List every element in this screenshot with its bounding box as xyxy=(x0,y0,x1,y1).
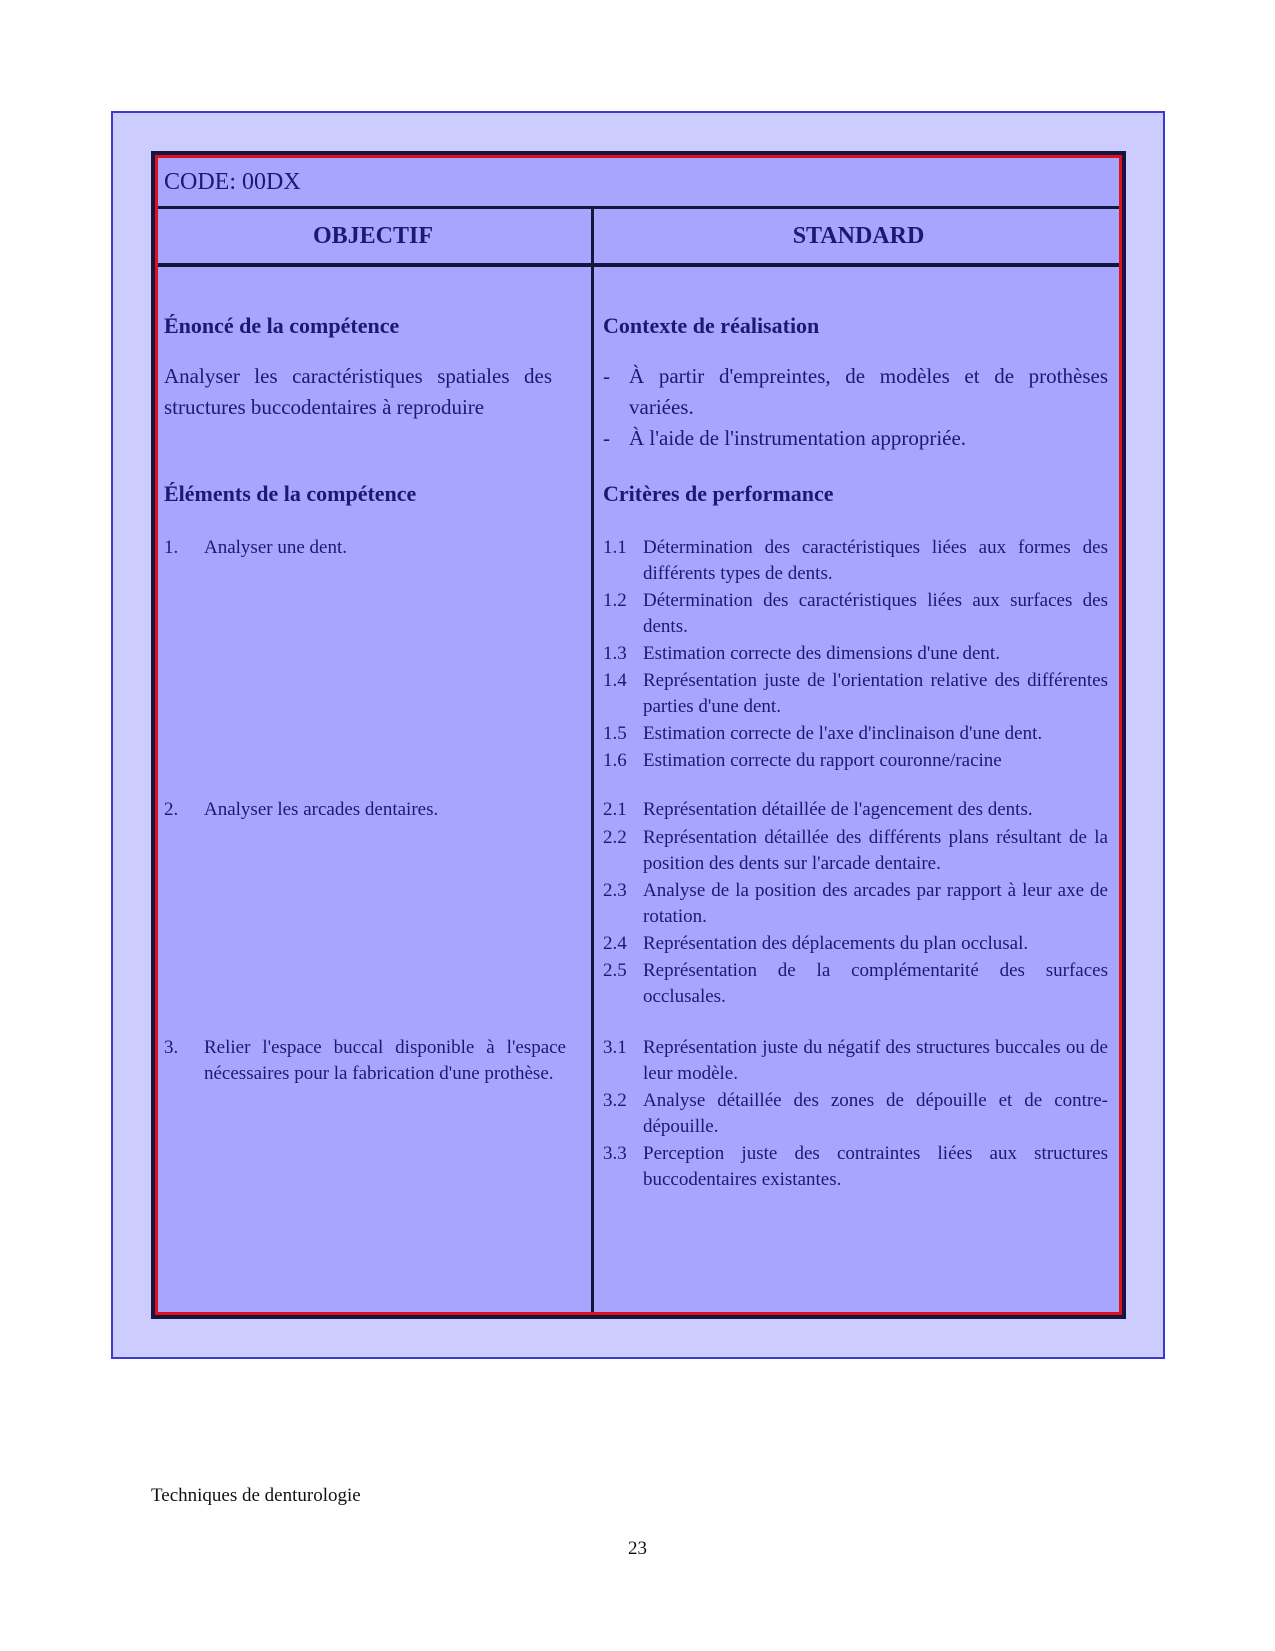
dash-marker: - xyxy=(603,364,610,388)
critere-num: 1.4 xyxy=(603,670,627,691)
critere-text: Analyse détaillée des zones de dépouille et de contre-dépouille. xyxy=(643,1090,1108,1137)
critere-num: 1.1 xyxy=(603,537,627,558)
critere-item xyxy=(603,588,1108,640)
code-label: CODE: 00DX xyxy=(164,169,301,195)
critere-num: 1.3 xyxy=(603,643,627,664)
enonce-line: structures buccodentaires à reproduire xyxy=(164,395,485,419)
critere-num: 3.3 xyxy=(603,1143,627,1164)
enonce-line: Analyser les caractéristiques spatiales des xyxy=(164,364,552,388)
critere-num: 3.2 xyxy=(603,1090,627,1111)
contexte-text: À l'aide de l'instrumentation appropriée. xyxy=(629,426,967,450)
critere-item xyxy=(603,825,1108,877)
critere-text: Représentation des déplacements du plan occlusal. xyxy=(643,933,1029,954)
enonce-text xyxy=(164,361,552,423)
critere-text: Détermination des caractéristiques liées aux surfaces des dents. xyxy=(643,590,1108,637)
critere-num: 2.1 xyxy=(603,799,627,820)
footer-title: Techniques de denturologie xyxy=(151,1485,361,1506)
critere-item xyxy=(603,1141,1108,1193)
critere-text: Représentation juste du négatif des structures buccales ou de leur modèle. xyxy=(643,1037,1108,1084)
critere-num: 1.5 xyxy=(603,723,627,744)
dash-marker: - xyxy=(603,426,610,450)
page-number: 23 xyxy=(628,1538,647,1559)
code-row xyxy=(155,155,1122,209)
critere-text: Analyse de la position des arcades par rapport à leur axe de rotation. xyxy=(643,880,1108,927)
contexte-item xyxy=(603,423,1108,454)
critere-num: 2.5 xyxy=(603,960,627,981)
element-item xyxy=(164,1035,566,1087)
critere-item xyxy=(603,797,1108,823)
critere-num: 3.1 xyxy=(603,1037,627,1058)
critere-text: Estimation correcte du rapport couronne/racine xyxy=(643,750,1002,771)
elements-title: Éléments de la compétence xyxy=(164,481,417,506)
critere-item xyxy=(603,931,1108,957)
critere-item xyxy=(603,878,1108,930)
critere-item xyxy=(603,1088,1108,1140)
critere-text: Représentation de la complémentarité des surfaces occlusales. xyxy=(643,960,1108,1007)
element-text: Relier l'espace buccal disponible à l'espace nécessaires pour la fabrication d'une prothèse. xyxy=(204,1037,566,1084)
element-num: 1. xyxy=(164,537,179,558)
critere-item xyxy=(603,748,1108,774)
header-objectif: OBJECTIF xyxy=(312,223,434,249)
criteres-title: Critères de performance xyxy=(603,481,834,506)
critere-item xyxy=(603,535,1108,587)
critere-item xyxy=(603,721,1108,747)
critere-text: Représentation juste de l'orientation relative des différentes parties d'une dent. xyxy=(643,670,1108,717)
header-standard: STANDARD xyxy=(792,223,925,249)
enonce-title: Énoncé de la compétence xyxy=(164,313,400,338)
element-text: Analyser une dent. xyxy=(204,537,347,558)
critere-text: Estimation correcte des dimensions d'une dent. xyxy=(643,643,1000,664)
competency-table xyxy=(151,151,1126,1319)
critere-text: Représentation détaillée des différents plans résultant de la position des dents sur l'arcade dentaire. xyxy=(643,827,1108,874)
contexte-title: Contexte de réalisation xyxy=(603,313,820,338)
header-row xyxy=(155,209,1122,267)
critere-num: 2.4 xyxy=(603,933,627,954)
contexte-text: À partir d'empreintes, de modèles et de prothèses variées. xyxy=(629,364,1108,419)
critere-item xyxy=(603,958,1108,1010)
critere-item xyxy=(603,641,1108,667)
critere-item xyxy=(603,668,1108,720)
critere-num: 1.2 xyxy=(603,590,627,611)
element-num: 2. xyxy=(164,799,179,820)
critere-text: Perception juste des contraintes liées aux structures buccodentaires existantes. xyxy=(643,1143,1108,1190)
element-item xyxy=(164,797,579,823)
critere-text: Estimation correcte de l'axe d'inclinaison d'une dent. xyxy=(643,723,1043,744)
contexte-item xyxy=(603,361,1108,423)
critere-text: Détermination des caractéristiques liées aux formes des différents types de dents. xyxy=(643,537,1108,584)
element-num: 3. xyxy=(164,1037,179,1058)
element-item xyxy=(164,535,579,561)
critere-num: 1.6 xyxy=(603,750,627,771)
critere-num: 2.2 xyxy=(603,827,627,848)
element-text: Analyser les arcades dentaires. xyxy=(204,799,439,820)
column-divider xyxy=(591,209,594,1315)
critere-item xyxy=(603,1035,1108,1087)
critere-text: Représentation détaillée de l'agencement des dents. xyxy=(643,799,1033,820)
critere-num: 2.3 xyxy=(603,880,627,901)
